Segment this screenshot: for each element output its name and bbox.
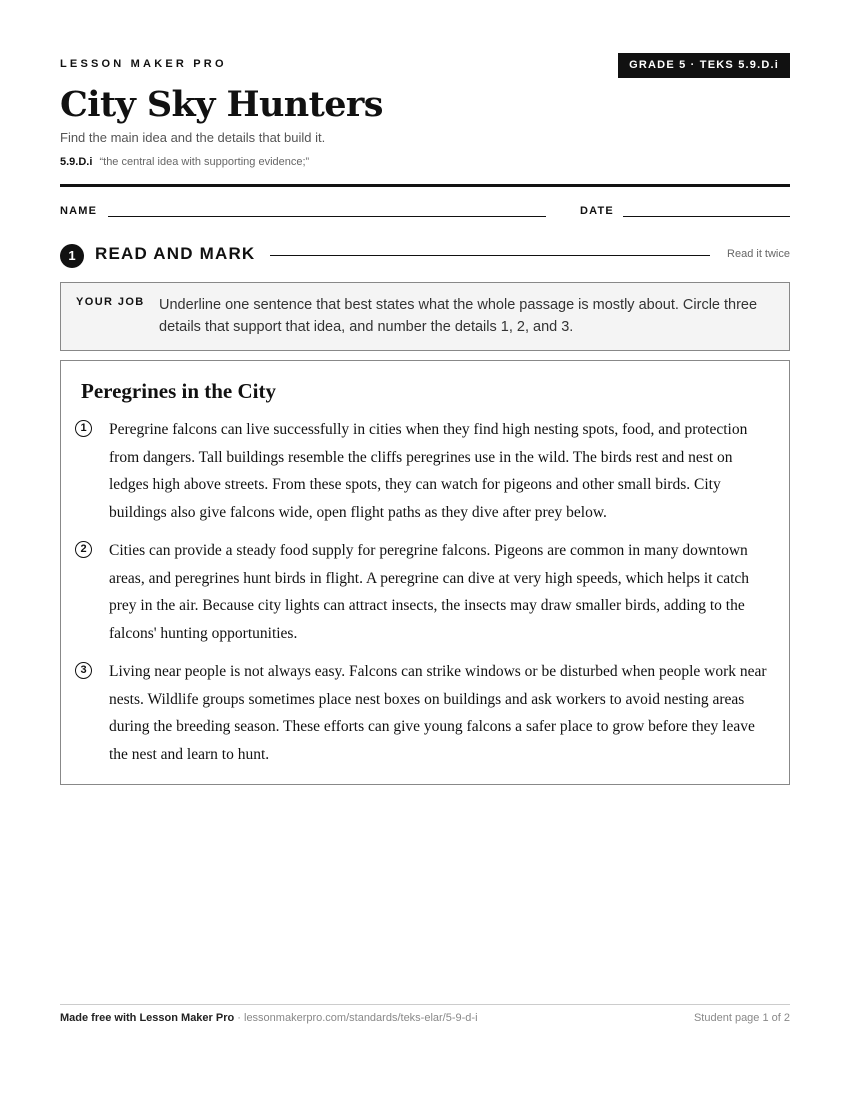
- worksheet-page: [60, 0, 790, 1100]
- footer-credit: [60, 1012, 478, 1024]
- section-number-badge: 1: [60, 244, 84, 268]
- section-heading: [60, 243, 790, 267]
- section-title: READ AND MARK: [95, 244, 256, 263]
- job-label: YOUR JOB: [76, 296, 145, 308]
- name-label: NAME: [60, 205, 98, 217]
- standard-text: “the central idea with supporting evidence;”: [99, 156, 310, 168]
- job-instructions-box: [60, 282, 790, 351]
- section-divider: [270, 255, 710, 256]
- paragraph-text: Living near people is not always easy. Falcons can strike windows or be disturbed when people work near nests. Wildlife groups sometimes place nest boxes on buildings and ask workers to avoid nesting areas during the breeding season. These efforts can give young falcons a safer place to grow before they leave the nest and learn to hunt.: [109, 663, 767, 763]
- job-text: Underline one sentence that best states what the whole passage is mostly about. Circle three details that support that idea, and number the details 1, 2, and 3.: [159, 297, 758, 335]
- footer-divider: [60, 1004, 790, 1005]
- page-title: City Sky Hunters: [60, 84, 383, 125]
- footer-url: · lessonmakerpro.com/standards/teks-elar/5-9-d-i: [234, 1012, 478, 1024]
- page-indicator: Student page 1 of 2: [693, 1012, 790, 1024]
- standard-row: [60, 156, 309, 168]
- passage-title: Peregrines in the City: [81, 379, 276, 403]
- date-label: DATE: [580, 205, 614, 217]
- name-field[interactable]: [108, 216, 546, 217]
- section-note: Read it twice: [727, 248, 790, 260]
- paragraph-text: Peregrine falcons can live successfully in cities when they find high nesting spots, food, and protection from dangers. Tall buildings resemble the cliffs peregrines use in the wild. The birds rest and nest on ledges high above streets. From these spots, they can watch for pigeons and other small birds. City buildings also give falcons wide, open flight paths as they dive after prey below.: [109, 421, 748, 521]
- date-field[interactable]: [623, 216, 790, 217]
- standard-code: 5.9.D.i: [60, 156, 93, 168]
- paragraph-text: Cities can provide a steady food supply for peregrine falcons. Pigeons are common in many downtown areas, and peregrines hunt birds in flight. A peregrine can dive at very high speeds, which helps it catch prey in the air. Because city lights can attract insects, the insects may draw smaller birds, adding to the falcons' hunting opportunities.: [109, 542, 750, 642]
- paragraph-number: 1: [75, 420, 92, 437]
- footer-brand: Made free with Lesson Maker Pro: [60, 1012, 235, 1024]
- paragraph-number: 2: [75, 541, 92, 558]
- page-subtitle: Find the main idea and the details that build it.: [60, 130, 326, 145]
- grade-badge: GRADE 5 · TEKS 5.9.D.i: [618, 53, 790, 78]
- brand-name: LESSON MAKER PRO: [60, 58, 227, 70]
- paragraph-number: 3: [75, 662, 92, 679]
- header-divider: [60, 184, 790, 187]
- passage-box: [60, 360, 790, 785]
